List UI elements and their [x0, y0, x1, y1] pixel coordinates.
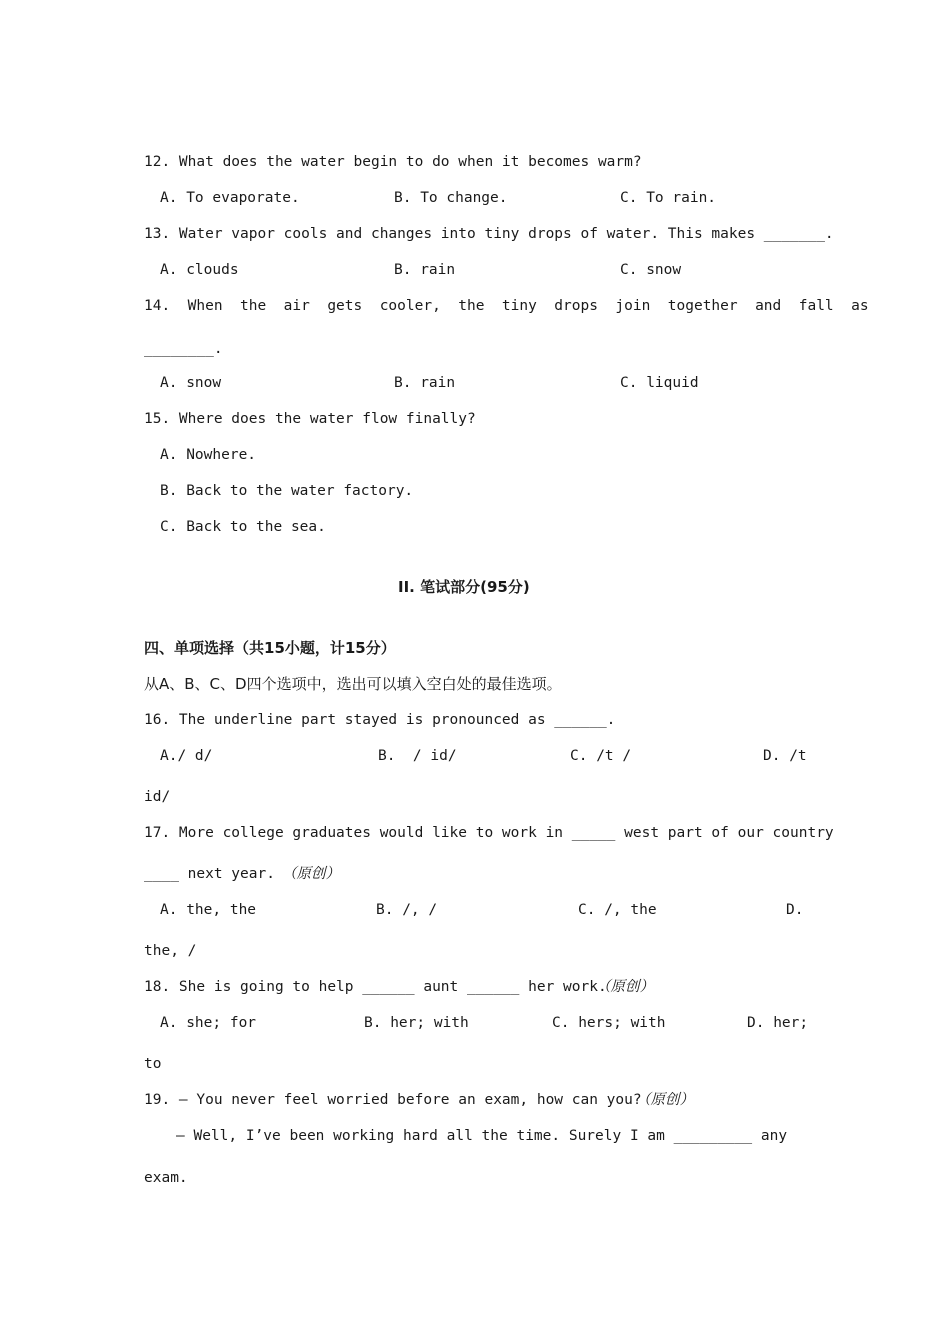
- question-18-option-a: A. she; for: [160, 1015, 257, 1031]
- question-17-stem: 17. More college graduates would like to work in _____ west part of our country: [144, 825, 834, 841]
- question-12-stem: 12. What does the water begin to do when it becomes warm?: [144, 154, 642, 170]
- question-16-option-d: D. /t: [763, 748, 807, 764]
- question-18-option-d: D. her;: [747, 1015, 809, 1031]
- question-19-original-tag: （原创）: [636, 1092, 694, 1108]
- question-18-option-c: C. hers; with: [552, 1015, 666, 1031]
- question-17-stem-continued: ____ next year.: [144, 866, 275, 882]
- question-18-original-tag: （原创）: [596, 979, 654, 995]
- question-17-option-d-continued: the, /: [144, 943, 197, 959]
- question-19-stem: 19. — You never feel worried before an exam, how can you?: [144, 1092, 642, 1108]
- question-17-original-tag: （原创）: [282, 866, 340, 882]
- question-18-option-b: B. her; with: [364, 1015, 469, 1031]
- question-13-option-a: A. clouds: [160, 262, 239, 278]
- part-4-instruction: 从A、B、C、D四个选项中，选出可以填入空白处的最佳选项。: [144, 675, 562, 693]
- question-14-option-c: C. liquid: [620, 375, 699, 391]
- question-14-stem-continued: ________.: [144, 341, 223, 357]
- question-16-option-c: C. /t /: [570, 748, 632, 764]
- question-18-option-d-continued: to: [144, 1056, 162, 1072]
- question-16-stem: 16. The underline part stayed is pronounced as ______.: [144, 712, 616, 728]
- question-14-option-a: A. snow: [160, 375, 222, 391]
- question-12-option-b: B. To change.: [394, 190, 508, 206]
- question-17-option-d: D.: [786, 902, 804, 918]
- question-17-option-b: B. /, /: [376, 902, 438, 918]
- question-16-option-d-continued: id/: [144, 789, 171, 805]
- question-16-option-a: A./ d/: [160, 748, 213, 764]
- question-16-option-b: B. / id/: [378, 748, 457, 764]
- question-15-option-a: A. Nowhere.: [160, 447, 257, 463]
- question-18-stem: 18. She is going to help ______ aunt ______ her work.: [144, 979, 607, 995]
- question-15-option-b: B. Back to the water factory.: [160, 483, 414, 499]
- section-2-title: II. 笔试部分(95分): [398, 578, 530, 596]
- question-15-stem: 15. Where does the water flow finally?: [144, 411, 476, 427]
- question-13-option-c: C. snow: [620, 262, 682, 278]
- question-12-option-a: A. To evaporate.: [160, 190, 300, 206]
- question-17-option-a: A. the, the: [160, 902, 257, 918]
- question-13-stem: 13. Water vapor cools and changes into tiny drops of water. This makes _______.: [144, 226, 834, 242]
- question-15-option-c: C. Back to the sea.: [160, 519, 326, 535]
- question-13-option-b: B. rain: [394, 262, 456, 278]
- question-17-option-c: C. /, the: [578, 902, 657, 918]
- question-19-reply: — Well, I’ve been working hard all the time. Surely I am _________ any: [176, 1128, 788, 1144]
- question-14-stem: 14. When the air gets cooler, the tiny drops join together and fall as: [144, 298, 869, 314]
- part-4-title: 四、单项选择（共15小题，计15分）: [144, 639, 396, 657]
- question-14-option-b: B. rain: [394, 375, 456, 391]
- question-19-reply-continued: exam.: [144, 1170, 188, 1186]
- question-12-option-c: C. To rain.: [620, 190, 717, 206]
